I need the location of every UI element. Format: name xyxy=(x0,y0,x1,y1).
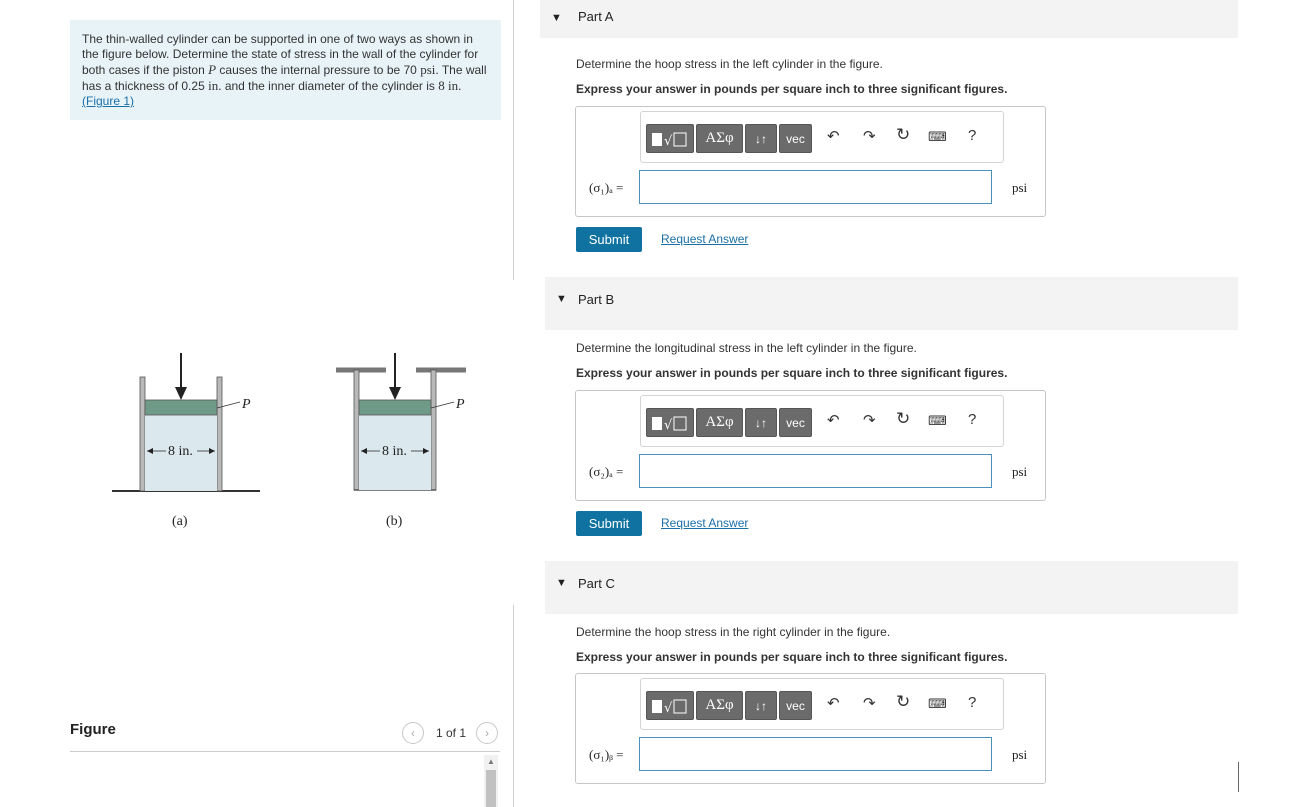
answer-input[interactable] xyxy=(639,737,992,771)
part-a-instruction: Express your answer in pounds per square inch to three significant figures. xyxy=(576,82,1008,96)
svg-text:√: √ xyxy=(664,133,673,149)
help-icon[interactable]: ? xyxy=(968,694,977,711)
answer-label: (σ₂)ₐ = xyxy=(589,464,624,479)
template-root-button[interactable] xyxy=(646,691,694,720)
part-b-header[interactable] xyxy=(545,277,1238,330)
collapse-icon: ▼ xyxy=(556,293,567,305)
undo-icon[interactable]: ↶ xyxy=(827,128,840,145)
keyboard-icon[interactable]: ⌨ xyxy=(928,696,947,711)
undo-icon[interactable]: ↶ xyxy=(827,412,840,429)
part-a-answer-box xyxy=(575,106,1046,217)
svg-text:√: √ xyxy=(664,700,673,716)
fraction-root-icon xyxy=(650,413,690,433)
chevron-left-icon: ‹ xyxy=(411,726,415,740)
undo-icon[interactable]: ↶ xyxy=(827,695,840,712)
reset-icon[interactable]: ↻ xyxy=(896,125,911,144)
greek-symbols-button[interactable]: ΑΣφ xyxy=(696,124,743,153)
part-b-instruction: Express your answer in pounds per square inch to three significant figures. xyxy=(576,366,1008,380)
part-c-answer-box xyxy=(575,673,1046,784)
redo-icon[interactable]: ↷ xyxy=(863,412,876,429)
request-answer-link[interactable]: Request Answer xyxy=(661,516,749,530)
reset-icon[interactable]: ↻ xyxy=(896,409,911,428)
chevron-right-icon: › xyxy=(485,726,489,740)
part-a-question: Determine the hoop stress in the left cylinder in the figure. xyxy=(576,57,883,71)
part-a-header[interactable] xyxy=(540,0,1238,38)
redo-icon[interactable]: ↷ xyxy=(863,695,876,712)
problem-statement xyxy=(70,20,501,120)
unit-label: psi xyxy=(1012,747,1028,762)
part-title: Part C xyxy=(578,576,615,591)
prev-figure-button[interactable] xyxy=(402,722,424,744)
figure-separator xyxy=(70,751,500,752)
template-root-button[interactable] xyxy=(646,124,694,153)
answer-label: (σ₁)ᵦ = xyxy=(589,747,624,762)
figure-b xyxy=(336,353,466,529)
figure-title: Figure xyxy=(70,721,116,738)
part-c-header[interactable] xyxy=(545,561,1238,614)
fraction-root-icon xyxy=(650,129,690,149)
help-icon[interactable]: ? xyxy=(968,127,977,144)
dim-a: 8 in. xyxy=(168,444,193,459)
answer-input[interactable] xyxy=(639,454,992,488)
math-toolbar xyxy=(640,678,1004,730)
request-answer-link[interactable]: Request Answer xyxy=(661,232,749,246)
part-b-answer-box xyxy=(575,390,1046,501)
submit-button[interactable]: Submit xyxy=(576,511,642,536)
cylinder-figure xyxy=(100,345,480,540)
svg-text:√: √ xyxy=(664,417,673,433)
caption-a: (a) xyxy=(172,514,188,529)
math-toolbar xyxy=(640,111,1004,163)
part-c-question: Determine the hoop stress in the right cylinder in the figure. xyxy=(576,625,891,639)
reset-icon[interactable]: ↻ xyxy=(896,692,911,711)
figure-link[interactable]: (Figure 1) xyxy=(82,94,135,108)
figure-a xyxy=(112,353,260,529)
scroll-up-icon[interactable]: ▲ xyxy=(487,757,495,766)
unit-label: psi xyxy=(1012,180,1028,195)
caption-b: (b) xyxy=(386,514,403,529)
answer-label: (σ₁)ₐ = xyxy=(589,180,624,195)
greek-symbols-button[interactable]: ΑΣφ xyxy=(696,691,743,720)
answer-input[interactable] xyxy=(639,170,992,204)
vector-button[interactable]: vec xyxy=(779,691,812,720)
divider-bottom xyxy=(513,605,514,807)
keyboard-icon[interactable]: ⌨ xyxy=(928,129,947,144)
unit-label: psi xyxy=(1012,464,1028,479)
collapse-icon: ▼ xyxy=(551,12,562,24)
keyboard-icon[interactable]: ⌨ xyxy=(928,413,947,428)
part-b-question: Determine the longitudinal stress in the left cylinder in the figure. xyxy=(576,341,917,355)
part-title: Part A xyxy=(578,9,614,24)
fraction-root-icon xyxy=(650,696,690,716)
part-c-instruction: Express your answer in pounds per square inch to three significant figures. xyxy=(576,650,1008,664)
part-title: Part B xyxy=(578,292,615,307)
scrollbar-thumb[interactable] xyxy=(486,770,496,807)
redo-icon[interactable]: ↷ xyxy=(863,128,876,145)
template-root-button[interactable] xyxy=(646,408,694,437)
arrows-button[interactable]: ↓↑ xyxy=(745,691,777,720)
next-figure-button[interactable] xyxy=(476,722,498,744)
help-icon[interactable]: ? xyxy=(968,411,977,428)
vector-button[interactable]: vec xyxy=(779,408,812,437)
submit-button[interactable]: Submit xyxy=(576,227,642,252)
vector-button[interactable]: vec xyxy=(779,124,812,153)
divider-top xyxy=(513,0,514,280)
problem-text: The thin-walled cylinder can be supported in one of two ways as shown in the figure below. Determine the state of stress in the wall of the cylinder for both cases if the piston P causes the internal pressure to be 70 psi. The wall has a thickness of 0.25 in. and the inner diameter of the cylinder is 8 in. (Figure 1) xyxy=(82,32,487,108)
label-P-b: P xyxy=(456,397,465,412)
arrows-button[interactable]: ↓↑ xyxy=(745,408,777,437)
figure-pager: 1 of 1 xyxy=(436,726,467,740)
collapse-icon: ▼ xyxy=(556,577,567,589)
dim-b: 8 in. xyxy=(382,444,407,459)
label-P-a: P xyxy=(242,397,251,412)
math-toolbar xyxy=(640,395,1004,447)
greek-symbols-button[interactable]: ΑΣφ xyxy=(696,408,743,437)
arrows-button[interactable]: ↓↑ xyxy=(745,124,777,153)
divider-right xyxy=(1238,762,1239,792)
